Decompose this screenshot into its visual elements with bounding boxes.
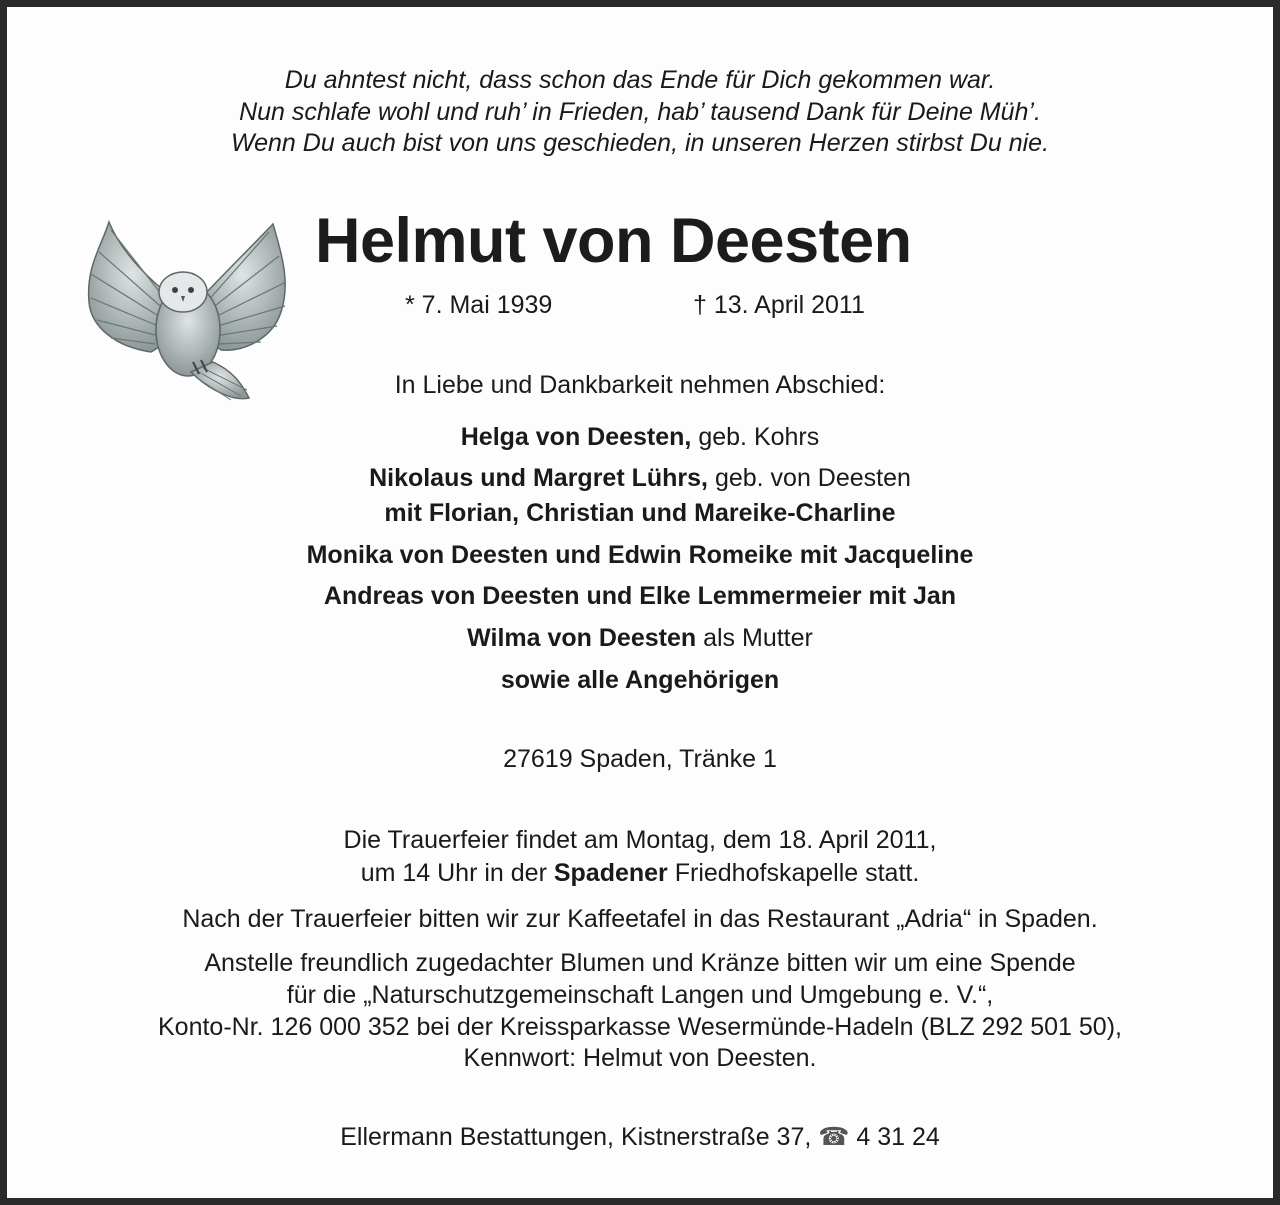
undertaker-line: [7, 1122, 1273, 1152]
family-address: 27619 Spaden, Tränke 1: [503, 745, 777, 773]
service-place: Spadener: [553, 859, 668, 887]
mourner-note: geb. Kohrs: [691, 423, 820, 451]
mourner-line: [7, 582, 1273, 611]
poem-line: Nun schlafe wohl und ruh’ in Frieden, hab’ tausend Dank für Deine Müh’.: [239, 97, 1041, 126]
mourner-note: geb. von Deesten: [708, 464, 911, 492]
mourner-line: [7, 624, 1273, 653]
reception-note: Nach der Trauerfeier bitten wir zur Kaffeetafel in das Restaurant „Adria“ in Spaden.: [182, 905, 1098, 933]
mourner-line: [7, 464, 1273, 493]
farewell-intro: In Liebe und Dankbarkeit nehmen Abschied:: [394, 371, 886, 399]
poem: [7, 65, 1273, 160]
mourner-note: als Mutter: [696, 624, 813, 652]
deceased-name: Helmut von Deesten: [315, 206, 912, 276]
service-line: [7, 859, 1273, 888]
service-text: um 14 Uhr in der: [360, 859, 554, 887]
undertaker-text: Ellermann Bestattungen, Kistnerstraße 37,: [340, 1123, 812, 1151]
mourner-name: mit Florian, Christian und Mareike-Charline: [384, 499, 896, 527]
phone-icon: ☎: [818, 1123, 850, 1151]
undertaker-phone: 4 31 24: [856, 1123, 940, 1151]
mourner-name: sowie alle Angehörigen: [500, 666, 780, 694]
death-date: † 13. April 2011: [693, 291, 865, 319]
service-text: Friedhofskapelle statt.: [667, 859, 920, 887]
mourner-line: [7, 423, 1273, 452]
service-line: Die Trauerfeier findet am Montag, dem 18. April 2011,: [343, 826, 937, 854]
mourner-line: [7, 666, 1273, 695]
poem-line: Wenn Du auch bist von uns geschieden, in unseren Herzen stirbst Du nie.: [230, 129, 1050, 157]
donation-line: Kennwort: Helmut von Deesten.: [463, 1044, 817, 1072]
mourner-name: Wilma von Deesten: [467, 624, 697, 652]
mourner-name: Nikolaus und Margret Lührs,: [369, 464, 708, 492]
mourner-line: [7, 499, 1273, 528]
mourner-line: [7, 541, 1273, 570]
poem-line: Du ahntest nicht, dass schon das Ende für Dich gekommen war.: [284, 66, 996, 94]
birth-date: * 7. Mai 1939: [405, 291, 553, 319]
mourner-name: Monika von Deesten und Edwin Romeike mit Jacqueline: [306, 541, 974, 569]
donation-line: Anstelle freundlich zugedachter Blumen und Kränze bitten wir um eine Spende: [204, 949, 1076, 977]
mourner-name: Helga von Deesten,: [460, 423, 692, 451]
donation-line: Konto-Nr. 126 000 352 bei der Kreissparkasse Wesermünde-Hadeln (BLZ 292 501 50),: [158, 1013, 1122, 1041]
mourner-name: Andreas von Deesten und Elke Lemmermeier mit Jan: [323, 582, 957, 610]
donation-line: für die „Naturschutzgemeinschaft Langen und Umgebung e. V.“,: [286, 981, 994, 1009]
